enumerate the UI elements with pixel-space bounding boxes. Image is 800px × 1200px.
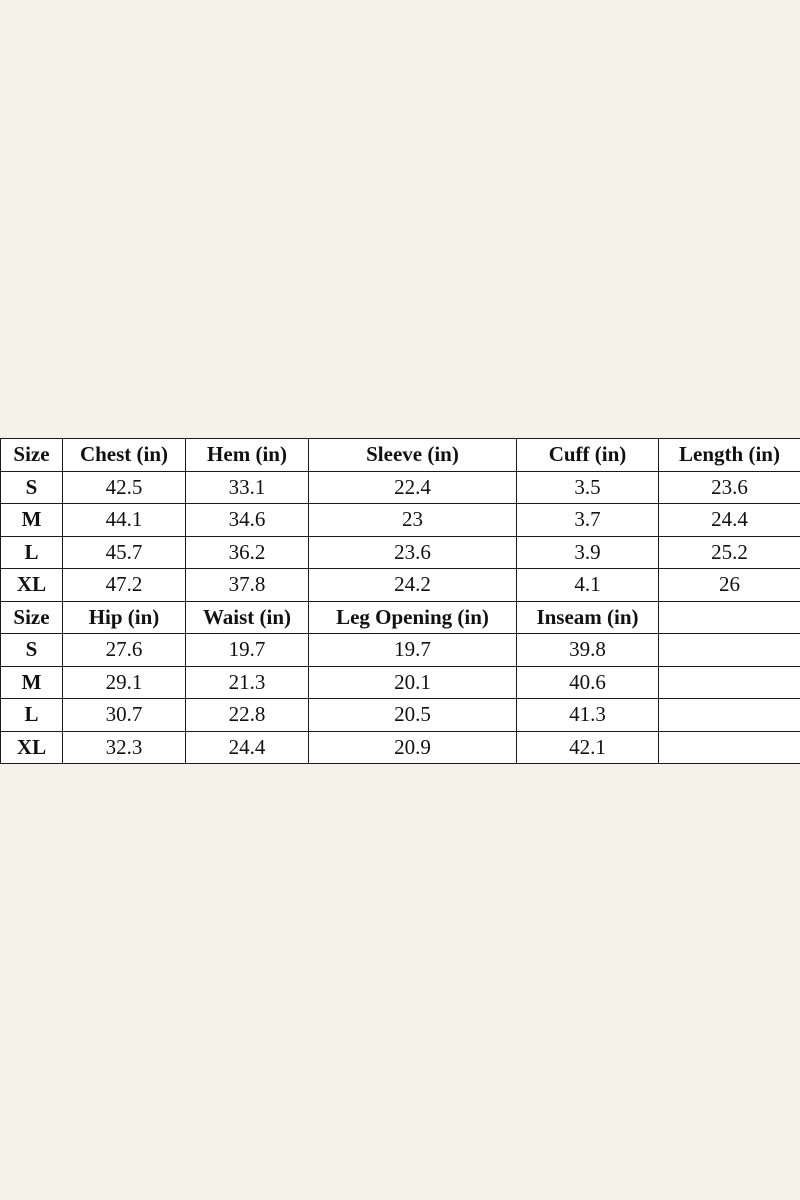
table-cell: 41.3 (517, 699, 659, 732)
table-cell: 21.3 (186, 666, 309, 699)
header-cell: Chest (in) (63, 439, 186, 472)
table-cell: 22.8 (186, 699, 309, 732)
table-cell: 23 (309, 504, 517, 537)
header-cell: Size (1, 601, 63, 634)
size-cell: XL (1, 731, 63, 764)
table-cell: 3.5 (517, 471, 659, 504)
table-cell: 19.7 (309, 634, 517, 667)
size-cell: M (1, 504, 63, 537)
table-cell: 3.9 (517, 536, 659, 569)
size-cell: L (1, 699, 63, 732)
table-cell: 33.1 (186, 471, 309, 504)
table-cell: 24.4 (186, 731, 309, 764)
table-cell: 24.4 (659, 504, 800, 537)
table-cell: 19.7 (186, 634, 309, 667)
table-cell: 39.8 (517, 634, 659, 667)
table-cell: 26 (659, 569, 800, 602)
table-row (1, 536, 800, 569)
table-cell: 24.2 (309, 569, 517, 602)
table-cell: 40.6 (517, 666, 659, 699)
table-cell: 27.6 (63, 634, 186, 667)
empty-cell (659, 601, 800, 634)
table-cell: 25.2 (659, 536, 800, 569)
table-cell: 20.5 (309, 699, 517, 732)
top-header-row (1, 439, 800, 472)
header-cell: Cuff (in) (517, 439, 659, 472)
size-cell: M (1, 666, 63, 699)
bottom-header-row (1, 601, 800, 634)
table-row (1, 699, 800, 732)
size-cell: S (1, 634, 63, 667)
table-cell: 44.1 (63, 504, 186, 537)
table-cell: 30.7 (63, 699, 186, 732)
table-row (1, 634, 800, 667)
table-cell: 47.2 (63, 569, 186, 602)
empty-cell (659, 731, 800, 764)
table-cell: 32.3 (63, 731, 186, 764)
empty-cell (659, 666, 800, 699)
header-cell: Hem (in) (186, 439, 309, 472)
header-cell: Length (in) (659, 439, 800, 472)
table-row (1, 471, 800, 504)
empty-cell (659, 634, 800, 667)
header-cell: Leg Opening (in) (309, 601, 517, 634)
header-cell: Sleeve (in) (309, 439, 517, 472)
table-cell: 20.1 (309, 666, 517, 699)
size-cell: L (1, 536, 63, 569)
header-cell: Hip (in) (63, 601, 186, 634)
table-cell: 22.4 (309, 471, 517, 504)
table-row (1, 504, 800, 537)
table-cell: 20.9 (309, 731, 517, 764)
table-cell: 45.7 (63, 536, 186, 569)
table-cell: 36.2 (186, 536, 309, 569)
header-cell: Inseam (in) (517, 601, 659, 634)
table-cell: 34.6 (186, 504, 309, 537)
table-row (1, 569, 800, 602)
table-cell: 42.5 (63, 471, 186, 504)
table-cell: 23.6 (309, 536, 517, 569)
size-cell: XL (1, 569, 63, 602)
table-cell: 4.1 (517, 569, 659, 602)
table-cell: 23.6 (659, 471, 800, 504)
table-cell: 29.1 (63, 666, 186, 699)
table-cell: 37.8 (186, 569, 309, 602)
table-cell: 3.7 (517, 504, 659, 537)
table-row (1, 666, 800, 699)
header-cell: Waist (in) (186, 601, 309, 634)
table-row (1, 731, 800, 764)
size-chart-table (0, 438, 800, 764)
table-cell: 42.1 (517, 731, 659, 764)
header-cell: Size (1, 439, 63, 472)
size-cell: S (1, 471, 63, 504)
empty-cell (659, 699, 800, 732)
